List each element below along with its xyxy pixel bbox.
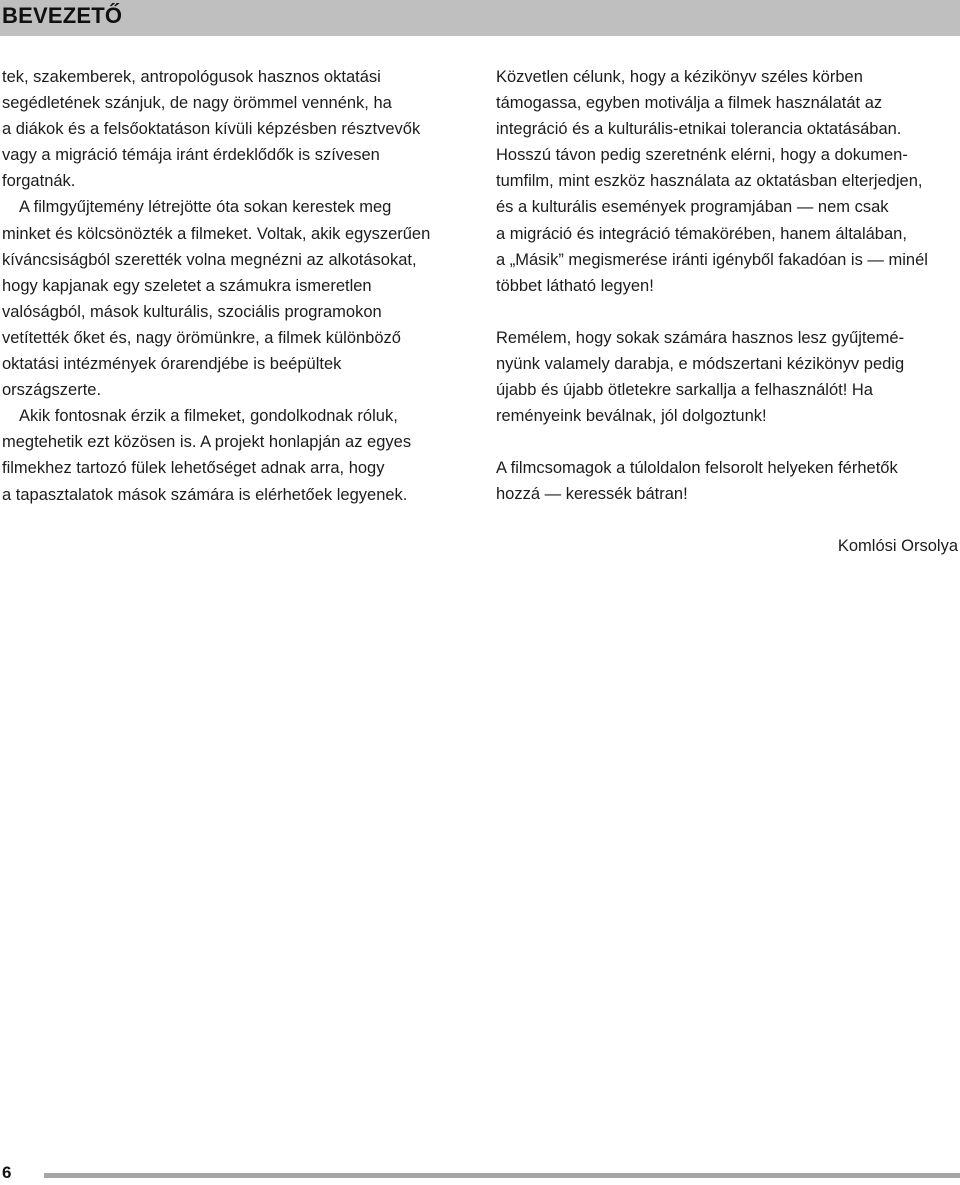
author-signature: Komlósi Orsolya <box>837 537 958 555</box>
paragraph: A filmgyűjtemény létrejötte óta sokan kerestek meg minket és kölcsönözték a filmeket. Voltak, akik egyszerűen kíváncsiságból szerették volna megnézni az alkotásokat, hogy kapjanak egy szeletet a számukra ismeretlen valóságból, mások kulturális, szociális programokon vetítették őket és, nagy örömünkre, a filmek különböző oktatási intézmények órarendjébe is beépültek országszerte. <box>2 198 431 400</box>
section-header-band <box>0 0 960 36</box>
paragraph: Közvetlen célunk, hogy a kézikönyv széles körben támogassa, egyben motiválja a filmek használatát az integráció és a kulturális-etnikai tolerancia oktatásában. Hosszú távon pedig szeretnénk elérni, hogy a dokumen- tumfilm, mint eszköz használata az oktatásban elterjedjen, és a kulturális események programjában — nem csak a migráció és integráció témakörében, hanem általában, a „Másik” megismerése iránti igényből fakadóan is — minél többet látható legyen! <box>496 68 928 295</box>
section-title: BEVEZETŐ <box>2 3 123 28</box>
right-text-column <box>496 64 958 507</box>
paragraph: A filmcsomagok a túloldalon felsorolt helyeken férhetők hozzá — keressék bátran! <box>496 459 898 504</box>
left-text-column <box>2 64 457 508</box>
paragraph: Akik fontosnak érzik a filmeket, gondolkodnak róluk, megtehetik ezt közösen is. A projekt honlapján az egyes filmekhez tartozó fülek lehetőséget adnak arra, hogy a tapasztalatok mások számára is elérhetőek legyenek. <box>2 407 412 504</box>
paragraph: Remélem, hogy sokak számára hasznos lesz gyűjtemé- nyünk valamely darabja, e módszertani kézikönyv pedig újabb és újabb ötletekre sarkallja a felhasználót! Ha reményeink beválnak, jól dolgoztunk! <box>496 328 905 426</box>
footer-divider <box>44 1173 960 1178</box>
page-number: 6 <box>2 1163 12 1182</box>
paragraph: tek, szakemberek, antropológusok hasznos oktatási segédletének szánjuk, de nagy örömmel vennénk, ha a diákok és a felsőoktatáson kívüli képzésben résztvevők vagy a migráció témája iránt érdeklődők is szívesen forgatnák. <box>2 68 421 191</box>
